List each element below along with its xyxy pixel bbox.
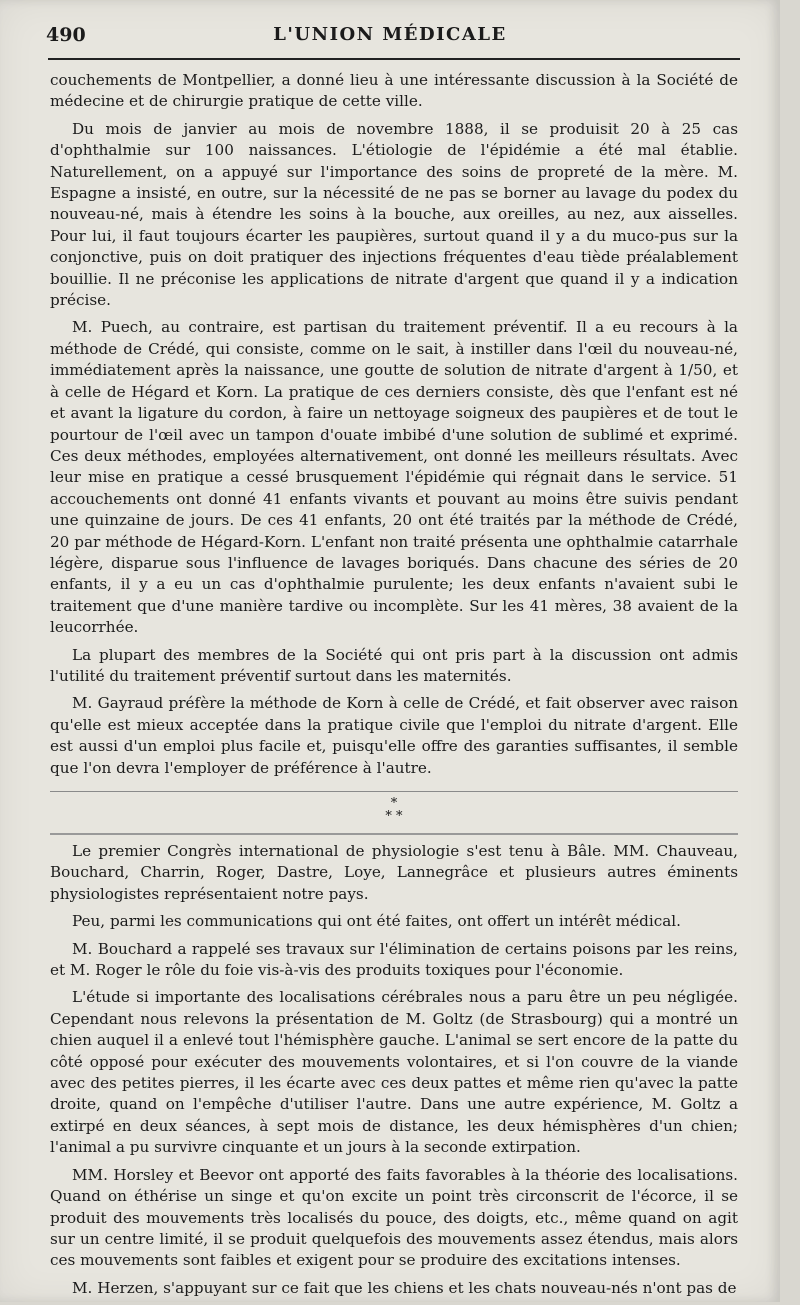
separator-rule (50, 833, 738, 835)
running-title: L'UNION MÉDICALE (273, 24, 507, 45)
paragraph: M. Bouchard a rappelé ses travaux sur l'élimination de certains poisons par les reins, et M. Roger le rôle du foie vis-à-vis des produits toxiques pour l'économie. (50, 939, 738, 980)
paragraph: M. Gayraud préfère la méthode de Korn à celle de Crédé, et fait observer avec raison qu'elle est mieux acceptée dans la pratique civile que l'emploi du nitrate d'argent. Elle est aussi d'un emploi plus facile et, puisqu'elle offre des garanties suffisantes, il semble que l'on devra l'employer de préférence à l'autre. (50, 694, 738, 777)
paragraph: MM. Horsley et Beevor ont apporté des faits favorables à la théorie des localisations. Quand on éthérise un singe et qu'on excite un point très circonscrit de l'écorce, il se produit des mouvements très localisés du pouce, des doigts, etc., même quand on agit sur un centre limité, il se produit quelquefois des mouvements assez étendus, mais alors ces mouvements sont faibles et exigent pour se produire des excitations intenses. (50, 1165, 738, 1270)
section-separator (50, 785, 738, 841)
paragraph: M. Puech, au contraire, est partisan du traitement préventif. Il a eu recours à la méthode de Crédé, qui consiste, comme on le sait, à instiller dans l'œil du nouveau-né, immédiatement après la naissance, une goutte de solution de nitrate d'argent à 1/50, et à celle de Hégard et Korn. La pratique de ces derniers consiste, dès que l'enfant est né et avant la ligature du cordon, à faire un nettoyage soigneux des paupières et de tout le pourtour de l'œil avec un tampon d'ouate imbibé d'une solution de sublimé et exprimé. Ces deux méthodes, employées alternativement, ont donné les meilleurs résultats. Avec leur mise en pratique a cessé brusquement l'épidémie qui régnait dans le service. 51 accouchements ont donné 41 enfants vivants et pouvant au moins être suivis pendant une quinzaine de jours. De ces 41 enfants, 20 ont été traités par la méthode de Crédé, 20 par méthode de Hégard-Korn. L'enfant non traité présenta une ophthalmie catarrhale légère, disparue sous l'influence de lavages boriqués. Dans chacune des séries de 20 enfants, il y a eu un cas d'ophthalmie purulente; les deux enfants n'avaient subi le traitement que d'une manière tardive ou incomplète. Sur les 41 mères, 38 avaient de la leucorrhée. (50, 318, 738, 637)
paragraph: Peu, parmi les communications qui ont été faites, ont offert un intérêt médical. (72, 912, 681, 931)
paragraph: M. Herzen, s'appuyant sur ce fait que les chiens et les chats nouveau-nés n'ont pas de (72, 1278, 737, 1297)
article-body (50, 70, 738, 1305)
asterism (50, 797, 738, 823)
separator-rule (50, 791, 738, 792)
paragraph: La plupart des membres de la Société qui ont pris part à la discussion ont admis l'utilité du traitement préventif surtout dans les maternités. (50, 645, 738, 685)
paragraph: Du mois de janvier au mois de novembre 1888, il se produisit 20 à 25 cas d'ophthalmie sur 100 naissances. L'étiologie de l'épidémie a été mal établie. Naturellement, on a appuyé sur l'importance des soins de propreté de la mère. M. Espagne a insisté, en outre, sur la nécessité de ne pas se borner au lavage du podex du nouveau-né, mais à étendre les soins à la bouche, aux oreilles, au nez, aux aisselles. Pour lui, il faut toujours écarter les paupières, surtout quand il y a du muco-pus sur la conjonctive, puis on doit pratiquer des injections fréquentes d'eau tiède préalablement bouillie. Il ne préconise les applications de nitrate d'argent que quand il y a indication précise. (50, 119, 738, 310)
asterism-bottom: * * (385, 809, 403, 824)
asterism-top: * (390, 796, 398, 811)
page-header (40, 18, 740, 58)
paragraph: L'étude si importante des localisations cérébrales nous a paru être un peu négligée. Cependant nous relevons la présentation de M. Goltz (de Strasbourg) qui a montré un chien auquel il a enlevé tout l'hémisphère gauche. L'animal se sert encore de la patte du côté opposé pour exécuter des mouvements volontaires, et si l'on couvre de la viande avec des petites pierres, il les écarte avec ces deux pattes et même rien qu'avec la patte droite, quand on l'empêche d'utiliser l'autre. Dans une autre expérience, M. Goltz a extirpé en deux séances, à sept mois de distance, les deux hémisphères d'un chien; l'animal a pu survivre cinquante et un jours à la seconde extirpation. (50, 988, 738, 1157)
header-rule (48, 58, 740, 60)
paragraph: Le premier Congrès international de physiologie s'est tenu à Bâle. MM. Chauveau, Bouchard, Charrin, Roger, Dastre, Loye, Lannegrâce et plusieurs autres éminents physiologistes représentaient notre pays. (50, 842, 738, 903)
page-number: 490 (46, 24, 86, 46)
paragraph: couchements de Montpellier, a donné lieu à une intéressante discussion à la Société de médecine et de chirurgie pratique de cette ville. (50, 71, 738, 111)
